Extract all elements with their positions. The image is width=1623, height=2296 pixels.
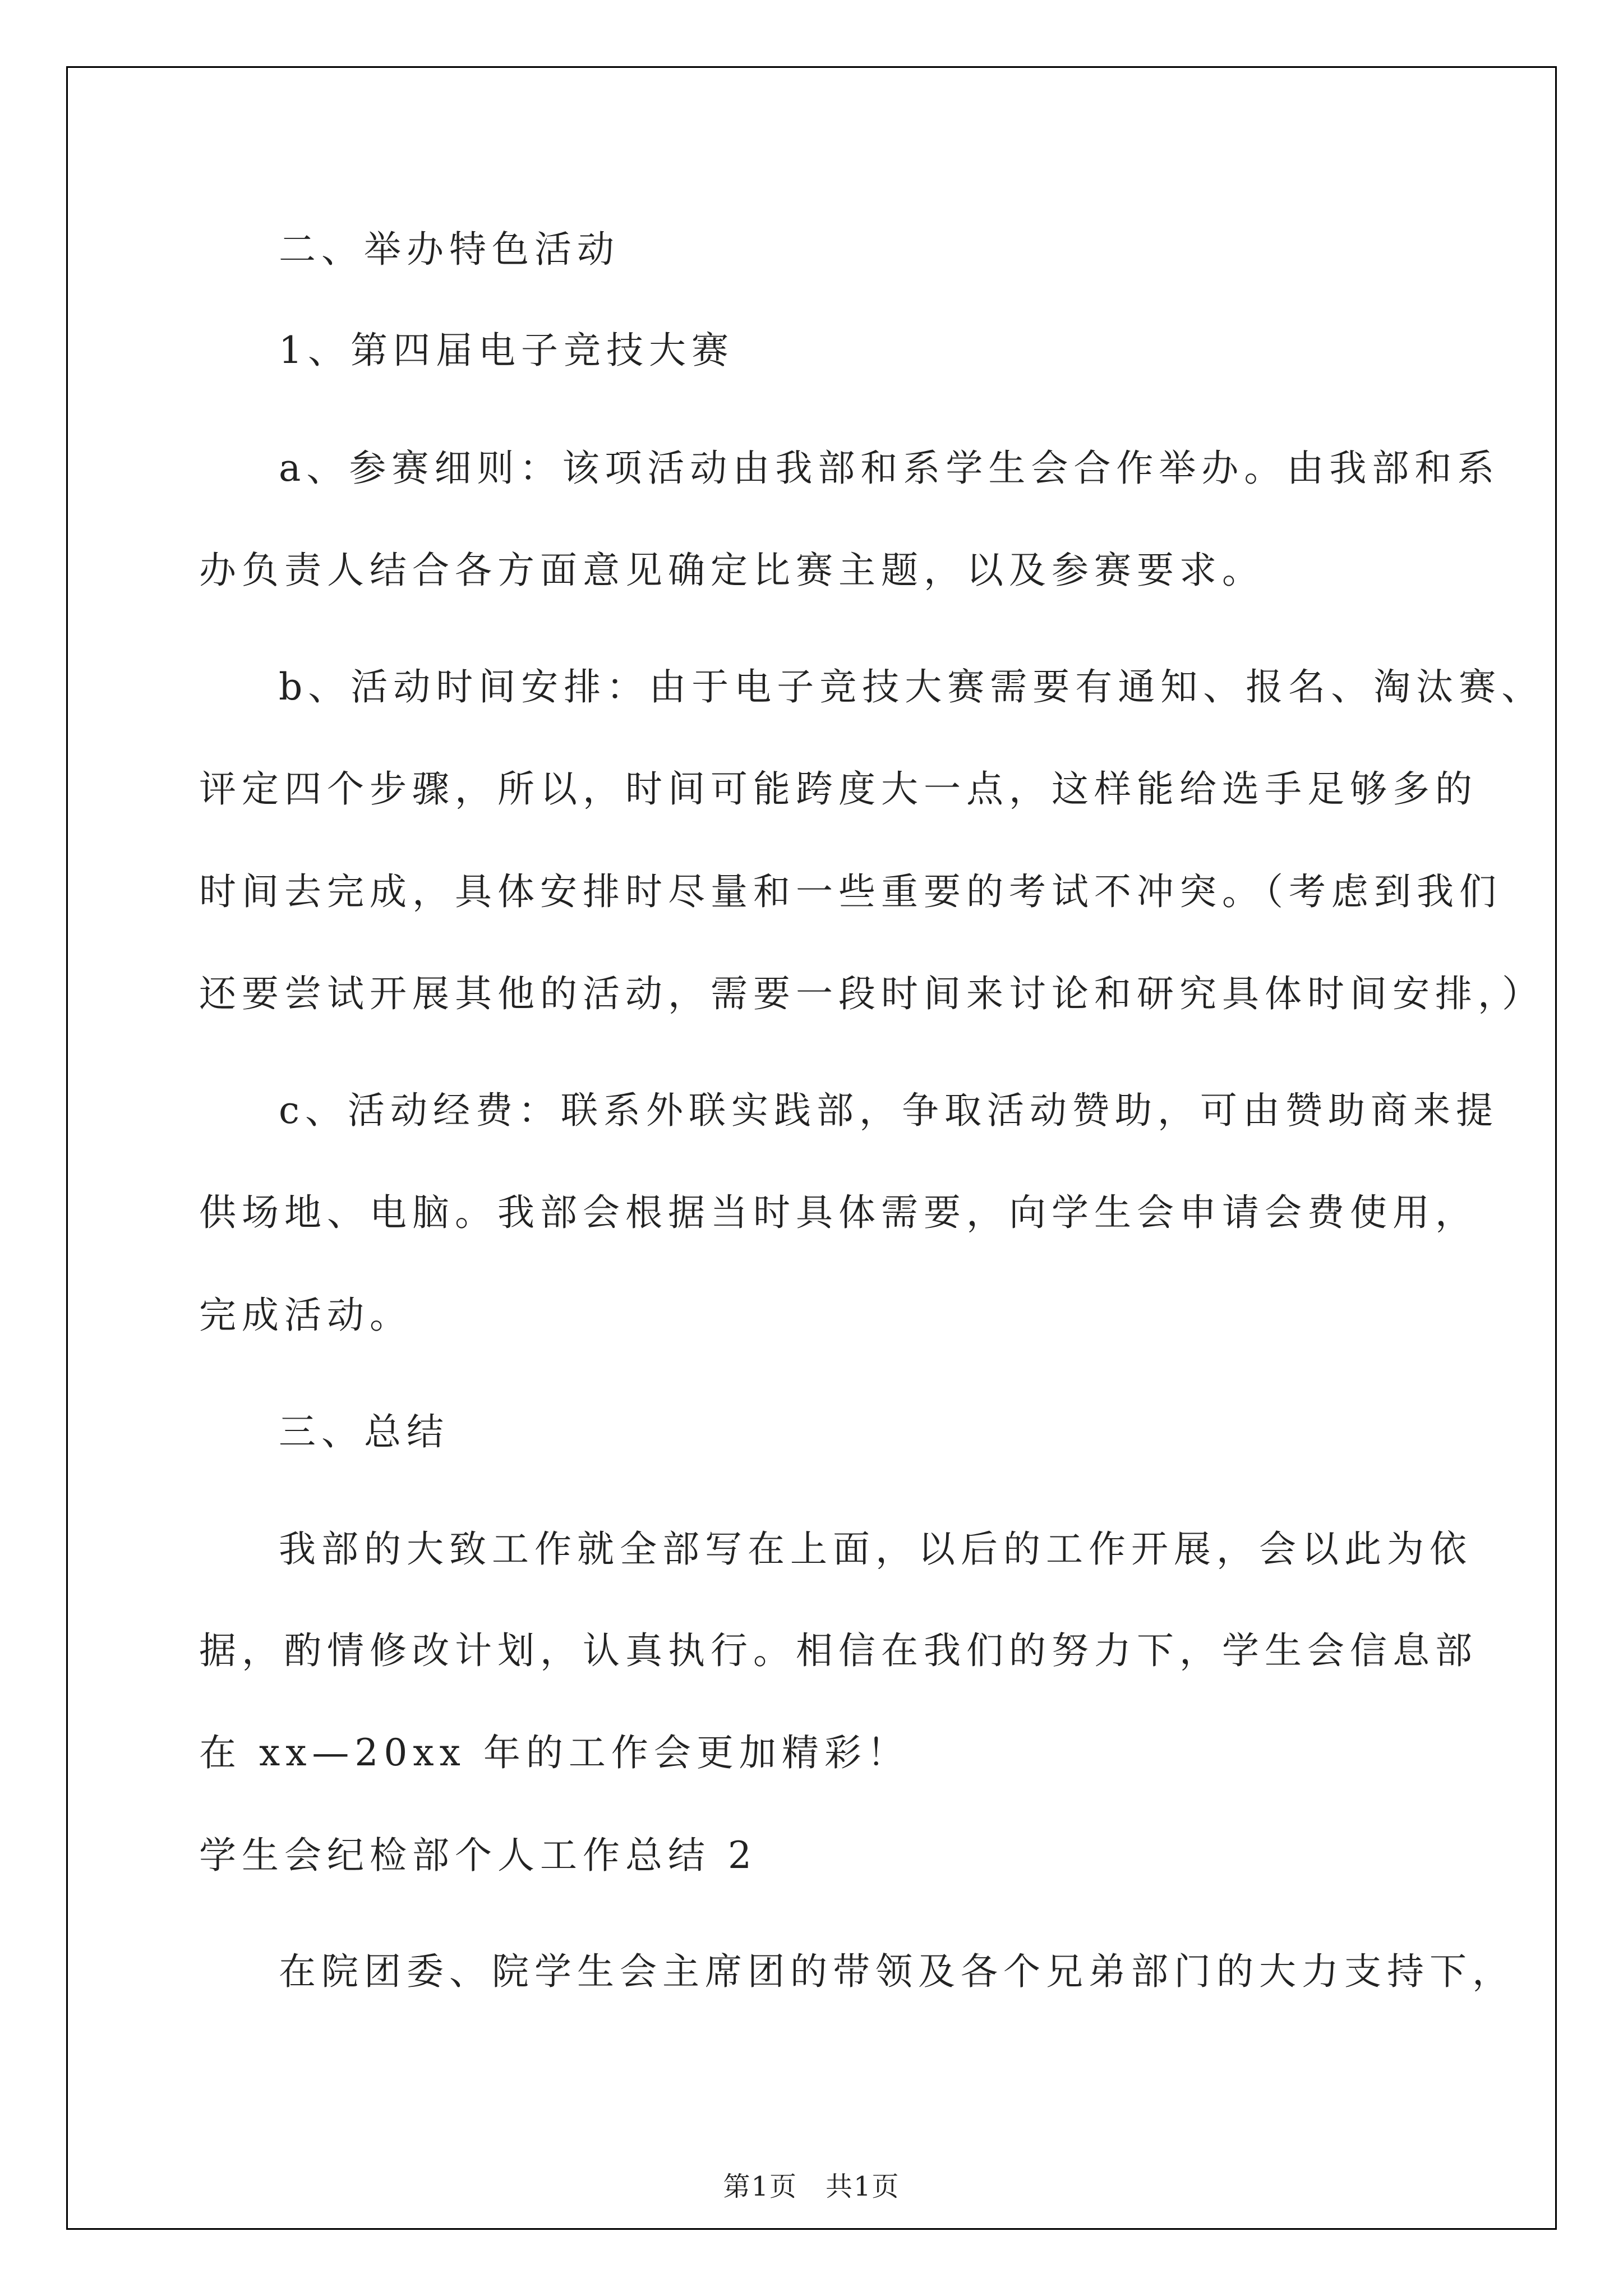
paragraph-line: 时间去完成，具体安排时尽量和一些重要的考试不冲突。（考虑到我们 — [199, 870, 1502, 913]
paragraph-line: 据，酌情修改计划，认真执行。相信在我们的努力下，学生会信息部 — [199, 1629, 1478, 1672]
paragraph-line: 还要尝试开展其他的活动，需要一段时间来讨论和研究具体时间安排，） — [199, 972, 1544, 1015]
document-title: 学生会纪检部个人工作总结 2 — [199, 1834, 757, 1877]
paragraph-line: 在 xx—20xx 年的工作会更加精彩！ — [199, 1731, 910, 1774]
page-border — [66, 66, 1557, 2230]
paragraph-line: a、参赛细则：该项活动由我部和系学生会合作举办。由我部和系 — [279, 447, 1500, 490]
paragraph-line: c、活动经费：联系外联实践部，争取活动赞助，可由赞助商来提 — [279, 1089, 1498, 1132]
paragraph-line: 评定四个步骤，所以，时间可能跨度大一点，这样能给选手足够多的 — [199, 767, 1478, 811]
paragraph-line: 办负责人结合各方面意见确定比赛主题，以及参赛要求。 — [199, 549, 1265, 592]
paragraph-line: 我部的大致工作就全部写在上面，以后的工作开展，会以此为依 — [279, 1527, 1472, 1571]
page-footer: 第1页 共1页 — [723, 2171, 900, 2202]
subsection-heading: 1、第四届电子竞技大赛 — [279, 329, 734, 372]
paragraph-line: 完成活动。 — [199, 1294, 412, 1337]
section-heading: 二、举办特色活动 — [279, 228, 620, 271]
paragraph-line: b、活动时间安排：由于电子竞技大赛需要有通知、报名、淘汰赛、 — [279, 665, 1544, 708]
section-heading: 三、总结 — [279, 1410, 449, 1453]
paragraph-line: 供场地、电脑。我部会根据当时具体需要，向学生会申请会费使用， — [199, 1191, 1478, 1234]
paragraph-line: 在院团委、院学生会主席团的带领及各个兄弟部门的大力支持下， — [279, 1950, 1515, 1993]
